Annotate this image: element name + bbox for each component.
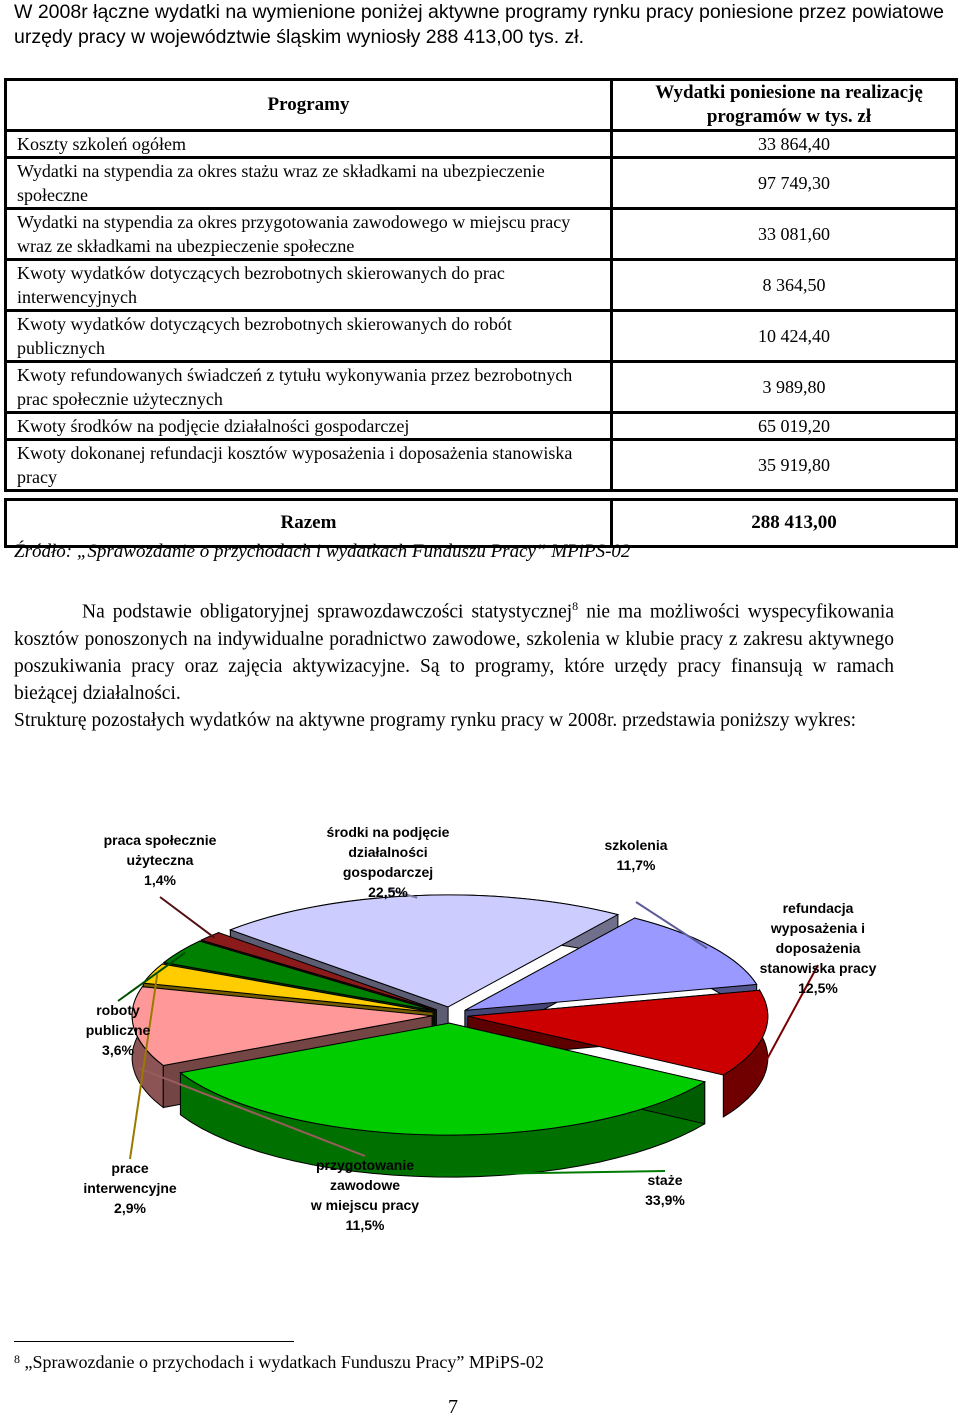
- row-label: Wydatki na stypendia za okres stażu wraz ze składkami na ubezpieczenie społeczne: [6, 158, 612, 209]
- pie-label-line: publiczne: [85, 1022, 151, 1038]
- pie-label: [645, 1172, 685, 1208]
- paragraph-1: [14, 593, 894, 707]
- table-row: [6, 131, 957, 158]
- pie-label-line: środki na podjęcie: [326, 824, 450, 840]
- pie-label: [83, 1160, 177, 1216]
- pie-chart: [0, 815, 960, 1255]
- pie-leader-line: [160, 897, 214, 938]
- row-label: Koszty szkoleń ogółem: [6, 131, 612, 158]
- table-row: [6, 260, 957, 311]
- paragraph-2: Strukturę pozostałych wydatków na aktywne programy rynku pracy w 2008r. przedstawia poniższy wykres:: [14, 709, 857, 731]
- pie-label-line: 12,5%: [798, 980, 838, 996]
- row-label: Kwoty wydatków dotyczących bezrobotnych skierowanych do prac interwencyjnych: [6, 260, 612, 311]
- pie-label-line: 33,9%: [645, 1192, 685, 1208]
- row-value: 35 919,80: [612, 440, 957, 491]
- row-label: Kwoty środków na podjęcie działalności gospodarczej: [6, 413, 612, 440]
- paragraph-1-rest: nie ma możliwości wyspecyfikowania kosztów ponoszonych na indywidualne poradnictwo zawodowe, szkolenia w klubie pracy z zakresu aktywnego poszukiwania pracy oraz zajęcia aktywizacyjne. Są to programy, które urzędy pracy finansują w ramach bieżącej działalności.: [14, 601, 894, 704]
- expenses-table: [4, 78, 958, 548]
- row-value: 8 364,50: [612, 260, 957, 311]
- spacer-cell: [612, 491, 957, 500]
- row-value: 10 424,40: [612, 311, 957, 362]
- total-label: Razem: [6, 500, 612, 547]
- pie-label-line: zawodowe: [329, 1177, 401, 1193]
- pie-label-line: 2,9%: [114, 1200, 146, 1216]
- footnote: [14, 1352, 544, 1373]
- pie-label-line: użyteczna: [126, 852, 194, 868]
- pie-label-line: roboty: [96, 1002, 140, 1018]
- row-value: 65 019,20: [612, 413, 957, 440]
- row-value: 33 864,40: [612, 131, 957, 158]
- header-expenses: Wydatki poniesione na realizację programów w tys. zł: [612, 80, 957, 131]
- header-programs: Programy: [6, 80, 612, 131]
- row-label: Wydatki na stypendia za okres przygotowania zawodowego w miejscu pracy wraz ze składkami na ubezpieczenie społeczne: [6, 209, 612, 260]
- pie-label: [760, 900, 877, 996]
- pie-label-line: szkolenia: [604, 837, 668, 853]
- spacer-cell: [6, 491, 612, 500]
- row-label: Kwoty dokonanej refundacji kosztów wyposażenia i doposażenia stanowiska pracy: [6, 440, 612, 491]
- table-row: [6, 440, 957, 491]
- pie-label-line: prace: [111, 1160, 149, 1176]
- table-total-row: [6, 500, 957, 547]
- pie-label-line: wyposażenia i: [770, 920, 866, 936]
- table-header-row: [6, 80, 957, 131]
- row-value: 3 989,80: [612, 362, 957, 413]
- intro-text: W 2008r łączne wydatki na wymienione poniżej aktywne programy rynku pracy poniesione przez powiatowe urzędy pracy w województwie śląskim wyniosły 288 413,00 tys. zł.: [14, 1, 944, 48]
- total-value: 288 413,00: [612, 500, 957, 547]
- pie-label-line: staże: [647, 1172, 683, 1188]
- pie-label-line: stanowiska pracy: [759, 960, 877, 976]
- pie-label: [604, 837, 667, 873]
- pie-label-line: gospodarczej: [342, 864, 434, 880]
- pie-label: [310, 1157, 419, 1233]
- pie-label-line: refundacja: [782, 900, 854, 916]
- row-label: Kwoty refundowanych świadczeń z tytułu wykonywania przez bezrobotnych prac społecznie użytecznych: [6, 362, 612, 413]
- pie-label-line: w miejscu pracy: [310, 1197, 420, 1213]
- paragraph-1-start: Na podstawie obligatoryjnej sprawozdawczości statystycznej: [82, 601, 573, 623]
- pie-label-line: przygotowanie: [315, 1157, 415, 1173]
- pie-label-line: działalności: [348, 844, 428, 860]
- row-value: 97 749,30: [612, 158, 957, 209]
- footnote-number: 8: [14, 1352, 20, 1366]
- table-row: [6, 158, 957, 209]
- row-label: Kwoty wydatków dotyczących bezrobotnych skierowanych do robót publicznych: [6, 311, 612, 362]
- table-row: [6, 209, 957, 260]
- pie-label-line: doposażenia: [775, 940, 861, 956]
- pie-label: [104, 832, 217, 888]
- source-note: Źródło: „Sprawozdanie o przychodach i wydatkach Funduszu Pracy” MPiPS-02: [14, 541, 631, 562]
- footnote-ref: 8: [572, 599, 579, 613]
- table-row: [6, 413, 957, 440]
- body-text: [14, 593, 894, 734]
- pie-label-line: 22,5%: [368, 884, 408, 900]
- pie-label-line: 11,7%: [616, 857, 656, 873]
- row-value: 33 081,60: [612, 209, 957, 260]
- page-number: 7: [448, 1396, 458, 1418]
- pie-label-line: 1,4%: [144, 872, 176, 888]
- pie-label-line: interwencyjne: [83, 1180, 177, 1196]
- table-row: [6, 311, 957, 362]
- table-row: [6, 362, 957, 413]
- table-spacer: [6, 491, 957, 500]
- pie-label-line: 3,6%: [102, 1042, 134, 1058]
- pie-label-line: 11,5%: [345, 1217, 385, 1233]
- footnote-separator: [14, 1341, 294, 1342]
- footnote-text: „Sprawozdanie o przychodach i wydatkach Funduszu Pracy” MPiPS-02: [24, 1352, 544, 1372]
- pie-label-line: praca społecznie: [103, 832, 217, 848]
- pie-label: [327, 824, 450, 900]
